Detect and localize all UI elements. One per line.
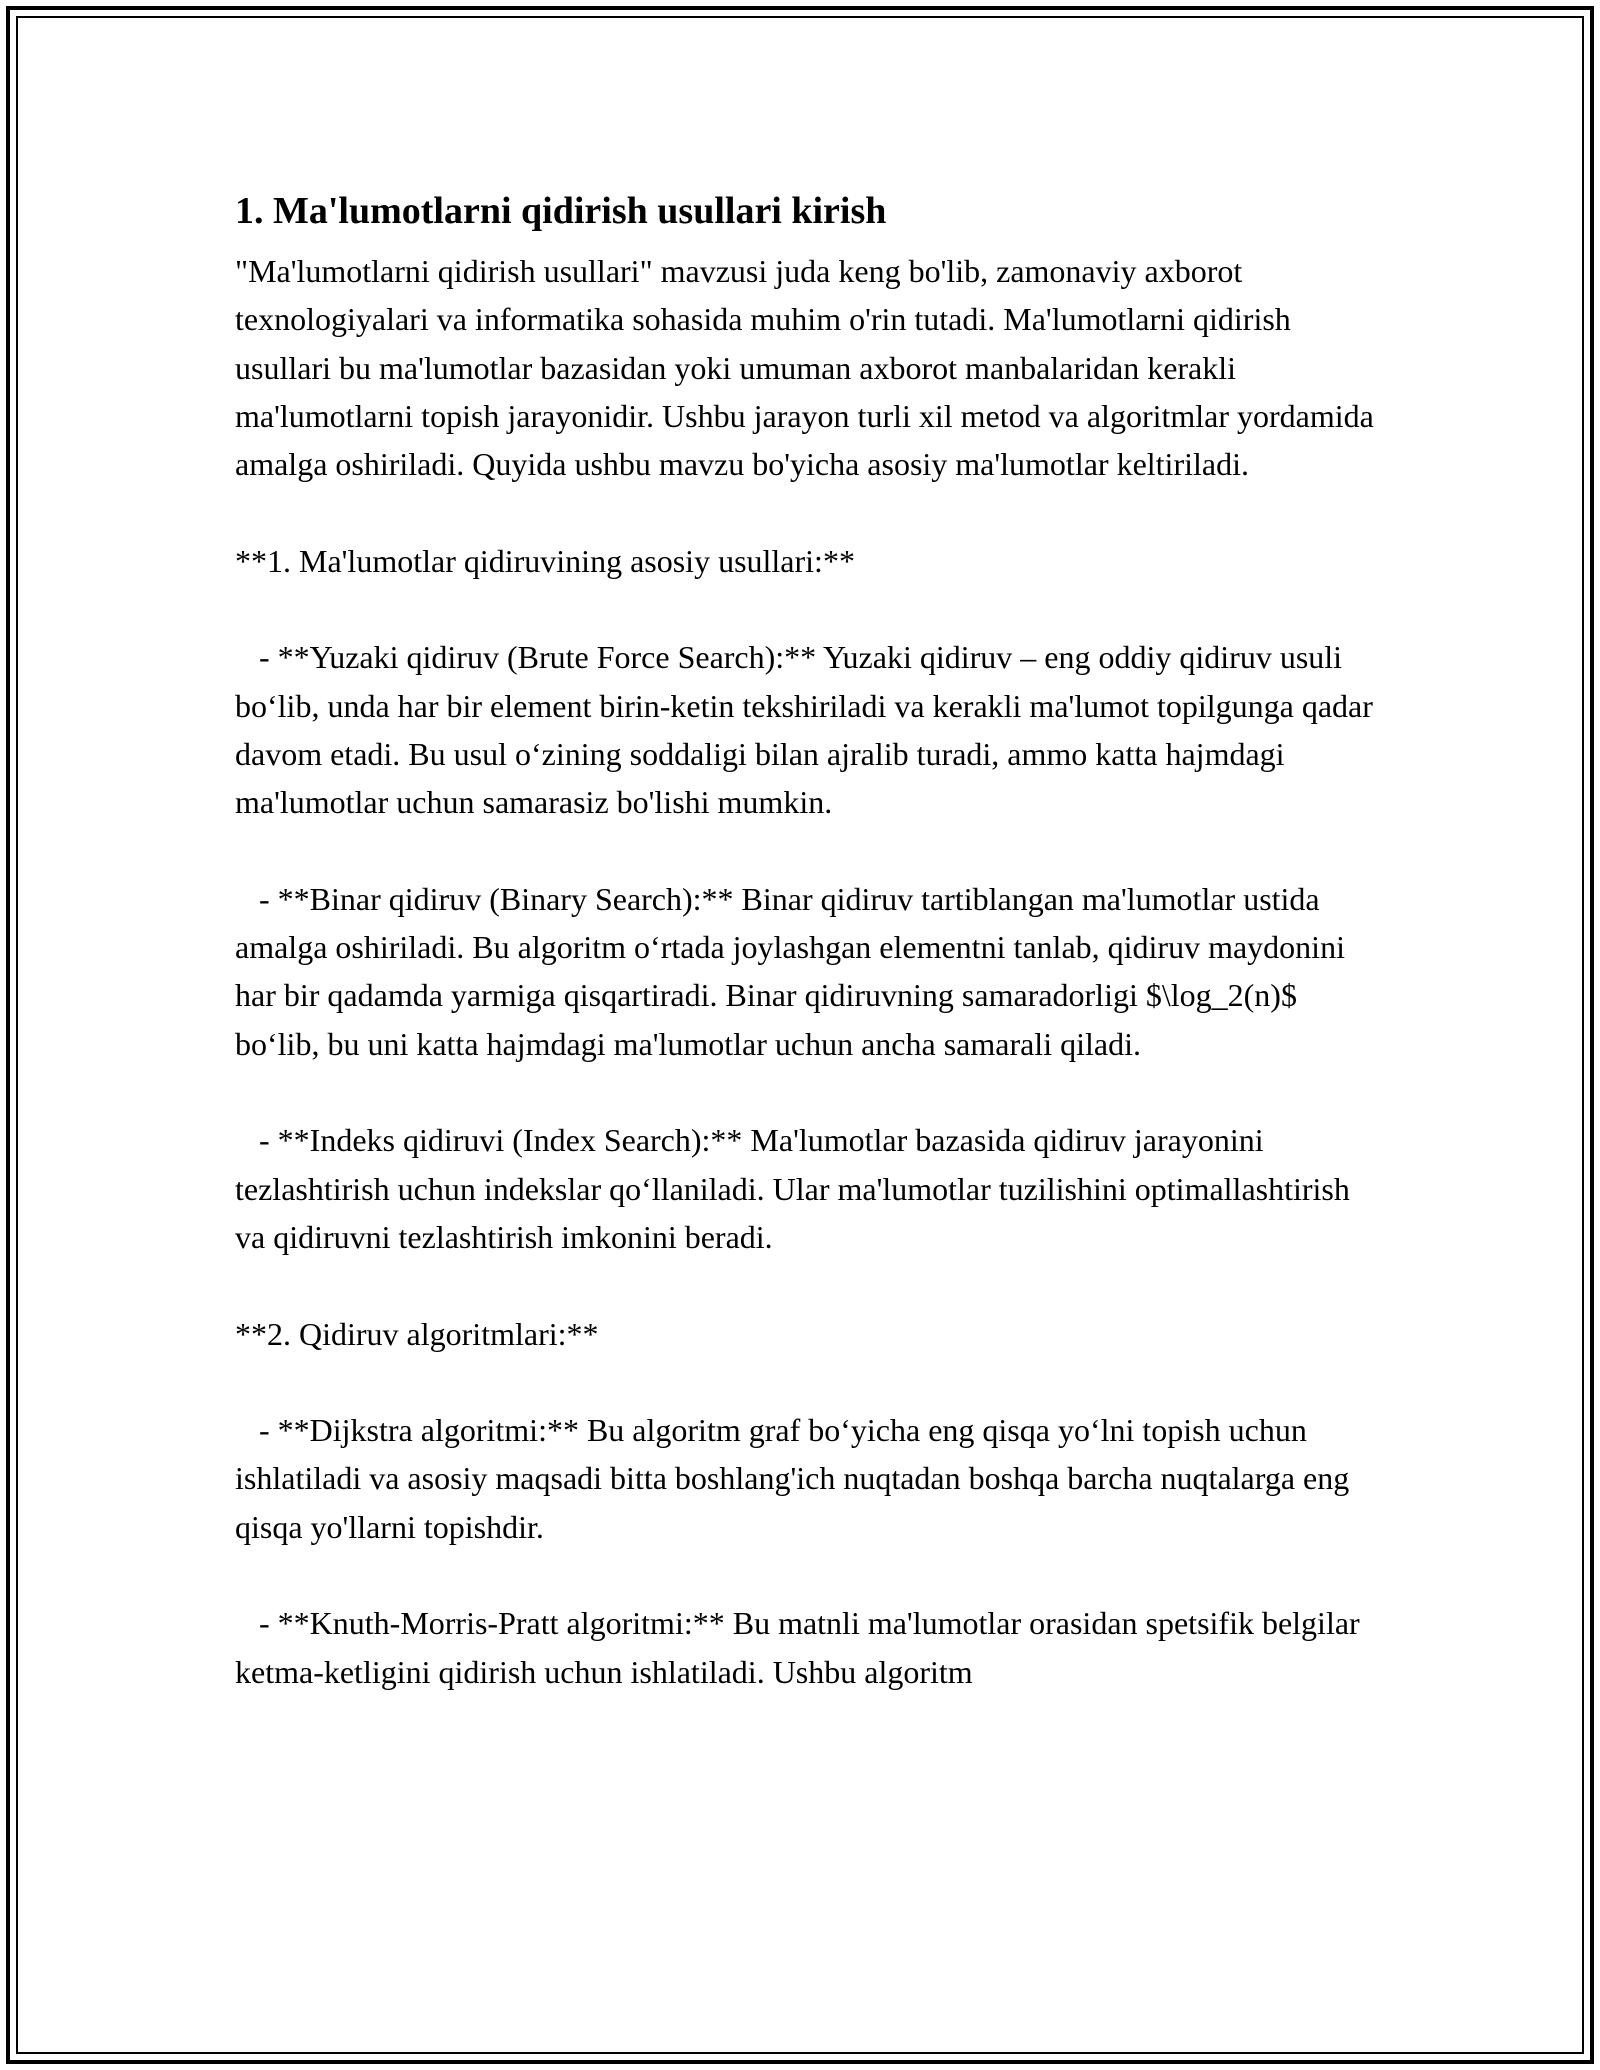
list-item-kmp: - **Knuth-Morris-Pratt algoritmi:** Bu matnli ma'lumotlar orasidan spetsifik belgilar ketma-ketligini qidirish uchun ishlatiladi. Ushbu algoritm	[235, 1605, 1368, 1690]
subsection-heading-search-methods: **1. Ma'lumotlar qidiruvining asosiy usullari:**	[235, 542, 855, 579]
document-body	[235, 185, 1382, 1696]
list-item-brute-force-search: - **Yuzaki qidiruv (Brute Force Search):** Yuzaki qidiruv – eng oddiy qidiruv usuli bo‘lib, unda har bir element birin-ketin tekshiriladi va kerakli ma'lumot topilgunga qadar davom etadi. Bu usul o‘zining soddaligi bilan ajralib turadi, ammo katta hajmdagi ma'lumotlar uchun samarasiz bo'lishi mumkin.	[235, 639, 1381, 821]
intro-paragraph: "Ma'lumotlarni qidirish usullari" mavzusi juda keng bo'lib, zamonaviy axborot texnologiyalari va informatika sohasida muhim o'rin tutadi. Ma'lumotlarni qidirish usullari bu ma'lumotlar bazasidan yoki umuman axborot manbalaridan kerakli ma'lumotlarni topish jarayonidir. Ushbu jarayon turli xil metod va algoritmlar yordamida amalga oshiriladi. Quyida ushbu mavzu bo'yicha asosiy ma'lumotlar keltiriladi.	[235, 253, 1382, 483]
list-item-binary-search: - **Binar qidiruv (Binary Search):** Binar qidiruv tartiblangan ma'lumotlar ustida amalga oshiriladi. Bu algoritm o‘rtada joylashgan elementni tanlab, qidiruv maydonini har bir qadamda yarmiga qisqartiradi. Binar qidiruvning samaradorligi $\log_2(n)$ bo‘lib, bu uni katta hajmdagi ma'lumotlar uchun ancha samarali qiladi.	[235, 880, 1353, 1062]
section-heading: 1. Ma'lumotlarni qidirish usullari kirish	[235, 190, 887, 232]
list-item-dijkstra: - **Dijkstra algoritmi:** Bu algoritm graf bo‘yicha eng qisqa yo‘lni topish uchun ishlatiladi va asosiy maqsadi bitta boshlang'ich nuqtadan boshqa barcha nuqtalarga eng qisqa yo'llarni topishdir.	[235, 1412, 1358, 1545]
list-item-index-search: - **Indeks qidiruvi (Index Search):** Ma'lumotlar bazasida qidiruv jarayonini tezlashtirish uchun indekslar qo‘llaniladi. Ular ma'lumotlar tuzilishini optimallashtirish va qidiruvni tezlashtirish imkonini beradi.	[235, 1122, 1358, 1255]
subsection-heading-algorithms: **2. Qidiruv algoritmlari:**	[235, 1315, 599, 1352]
